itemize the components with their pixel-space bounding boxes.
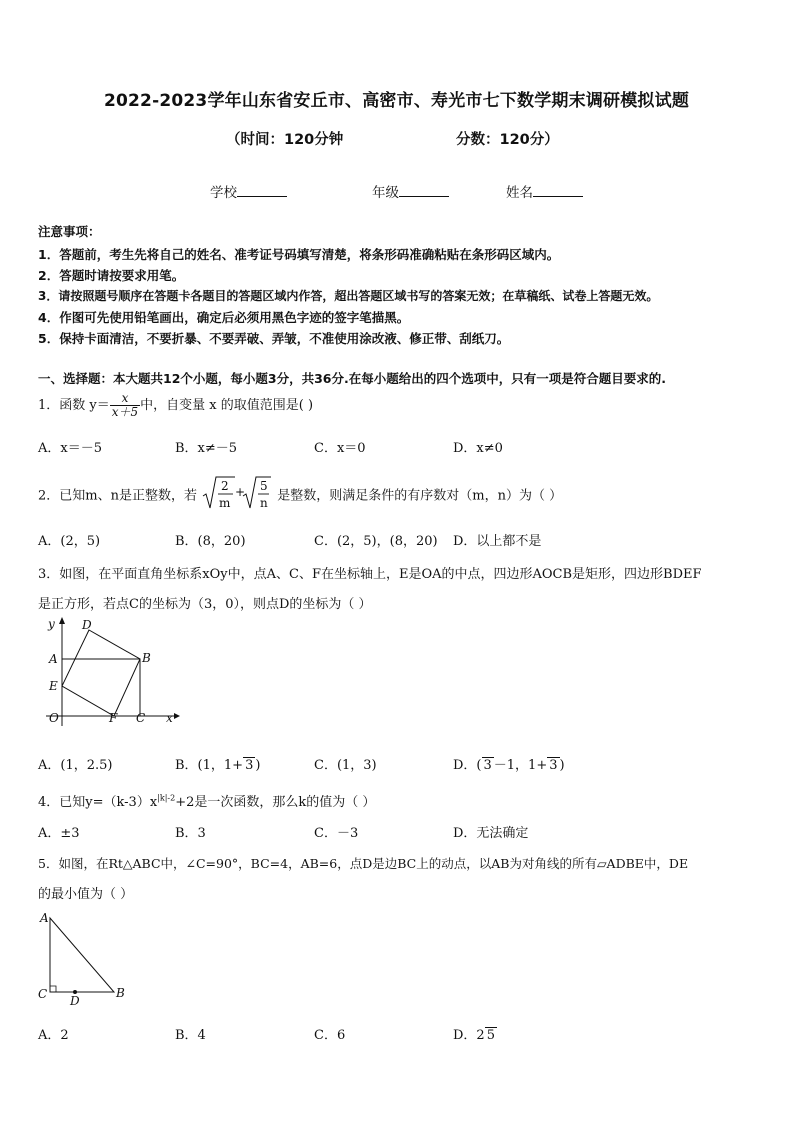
q3-option-d-pre: D．(: [453, 758, 482, 773]
q2-option-d: D．以上都不是: [453, 534, 542, 549]
q1-denominator: x＋5: [111, 405, 139, 419]
q2-stem-post: 是整数，则满足条件的有序数对（m，n）为（ ）: [277, 488, 563, 504]
square-bdef: [62, 630, 140, 716]
q2-option-c: C．(2，5)，(8，20): [314, 534, 438, 549]
label-b: B: [142, 651, 151, 665]
school-blank: [237, 184, 287, 197]
q4-exponent: |k|-2: [157, 793, 176, 803]
q1-numerator: x: [110, 392, 140, 406]
q5-option-c: C．6: [314, 1028, 346, 1043]
q2-option-a: A．(2，5): [38, 534, 101, 549]
q2-plus: +: [235, 485, 246, 499]
question-1: [38, 392, 313, 419]
label-c: C: [38, 987, 48, 1001]
notice-heading: 注意事项：: [38, 224, 101, 239]
exam-title: 2022-2023学年山东省安丘市、高密市、寿光市七下数学期末调研模拟试题: [103, 91, 690, 111]
q1-option-b: B．x≠－5: [175, 441, 238, 456]
question-2: [38, 474, 562, 514]
notice-item: 4．作图可先使用铅笔画出，确定后必须用黑色字迹的签字笔描黑。: [38, 310, 410, 325]
section-heading: 一、选择题：本大题共12个小题，每小题3分，共36分.在每小题给出的四个选项中，只有一项是符合题目要求的.: [38, 371, 666, 386]
label-d: D: [82, 618, 92, 632]
q4-option-c: C．－3: [314, 826, 359, 841]
label-e: E: [49, 679, 58, 693]
q3-option-c: C．(1，3): [314, 758, 377, 773]
q2-option-b: B．(8，20): [175, 534, 246, 549]
name-blank: [533, 184, 583, 197]
q1-stem-pre: 1．函数 y＝: [38, 398, 110, 413]
school-label: 学校: [210, 185, 237, 201]
q5-option-d-radical: 5: [486, 1028, 495, 1043]
q5-stem-line2: 的最小值为（ ）: [38, 887, 134, 902]
q1-fraction: [110, 392, 140, 419]
label-a: A: [40, 911, 49, 925]
q3-option-d-radical-2: 3: [549, 758, 558, 773]
grade-label: 年级: [372, 185, 399, 201]
q1-option-a: A．x＝－5: [38, 441, 102, 456]
question-4: [38, 791, 375, 810]
q2-den-1: m: [219, 496, 231, 510]
label-d: D: [70, 994, 80, 1006]
exam-time: （时间：120分钟: [226, 132, 344, 148]
q3-stem-line2: 是正方形，若点C的坐标为（3，0），则点D的坐标为（ ）: [38, 597, 372, 612]
q5-option-b: B．4: [175, 1028, 206, 1043]
label-a: A: [49, 652, 58, 666]
grade-field: [372, 181, 449, 201]
q3-option-d-mid: －1，1+: [493, 758, 548, 773]
q3-option-d: [453, 754, 565, 773]
q3-option-b-radical: 3: [245, 758, 254, 773]
q4-stem-pre: 4．已知y=（k-3）x: [38, 795, 158, 810]
label-c: C: [136, 711, 146, 725]
notice-item: 2．答题时请按要求用笔。: [38, 268, 185, 283]
label-b: B: [116, 986, 125, 1000]
q3-figure: [36, 614, 186, 730]
q4-option-b: B．3: [175, 826, 206, 841]
notice-item: 5．保持卡面清洁，不要折暴、不要弄破、弄皱，不准使用涂改液、修正带、刮纸刀。: [38, 331, 510, 346]
notice-item: 1．答题前，考生先将自己的姓名、准考证号码填写清楚，将条形码准确粘贴在条形码区域内。: [38, 247, 560, 262]
q5-option-d: [453, 1024, 497, 1043]
name-field: [506, 181, 583, 201]
q3-option-d-post: ): [559, 758, 565, 773]
q2-num-1: 2: [221, 479, 229, 493]
y-axis-arrow: [59, 617, 65, 624]
label-o: O: [49, 711, 59, 725]
grade-blank: [399, 184, 449, 197]
q5-figure: [36, 906, 136, 1006]
q5-stem-line1: 5．如图，在Rt△ABC中，∠C=90°，BC=4，AB=6，点D是边BC上的动点，以AB为对角线的所有▱ADBE中，DE: [38, 856, 689, 871]
q4-stem-post: +2是一次函数，那么k的值为（ ）: [175, 795, 376, 810]
q2-den-2: n: [260, 496, 268, 510]
q4-option-a: A．±3: [38, 826, 80, 841]
q3-option-b: [175, 754, 260, 773]
x-axis-arrow: [174, 713, 180, 719]
q1-option-c: C．x＝0: [314, 441, 366, 456]
q2-num-2: 5: [260, 479, 268, 493]
q2-radicals: [201, 474, 273, 514]
label-x: x: [166, 711, 173, 725]
q3-stem-line1: 3．如图，在平面直角坐标系xOy中，点A、C、F在坐标轴上，E是OA的中点，四边形AOCB是矩形，四边形BDEF: [38, 567, 702, 582]
q3-option-b-post: ): [255, 758, 261, 773]
q1-option-d: D．x≠0: [453, 441, 503, 456]
label-y: y: [48, 617, 55, 631]
label-f: F: [109, 711, 118, 725]
right-angle-mark: [50, 986, 56, 992]
name-label: 姓名: [506, 185, 533, 201]
notice-item: 3．请按照题号顺序在答题卡各题目的答题区域内作答，超出答题区域书写的答案无效；在草稿纸、试卷上答题无效。: [38, 289, 659, 303]
q1-stem-post: 中，自变量 x 的取值范围是( ): [140, 398, 314, 413]
q2-stem-pre: 2．已知m、n是正整数，若: [38, 488, 197, 504]
q3-option-a: A．(1，2.5): [38, 758, 113, 773]
q5-option-d-pre: D．2: [453, 1028, 485, 1043]
q4-option-d: D．无法确定: [453, 826, 529, 841]
q3-option-b-pre: B．(1，1+: [175, 758, 244, 773]
triangle-abc: [50, 918, 114, 992]
q3-option-d-radical-1: 3: [483, 758, 492, 773]
school-field: [210, 181, 287, 201]
exam-score: 分数：120分）: [456, 132, 559, 148]
q5-option-a: A．2: [38, 1028, 69, 1043]
